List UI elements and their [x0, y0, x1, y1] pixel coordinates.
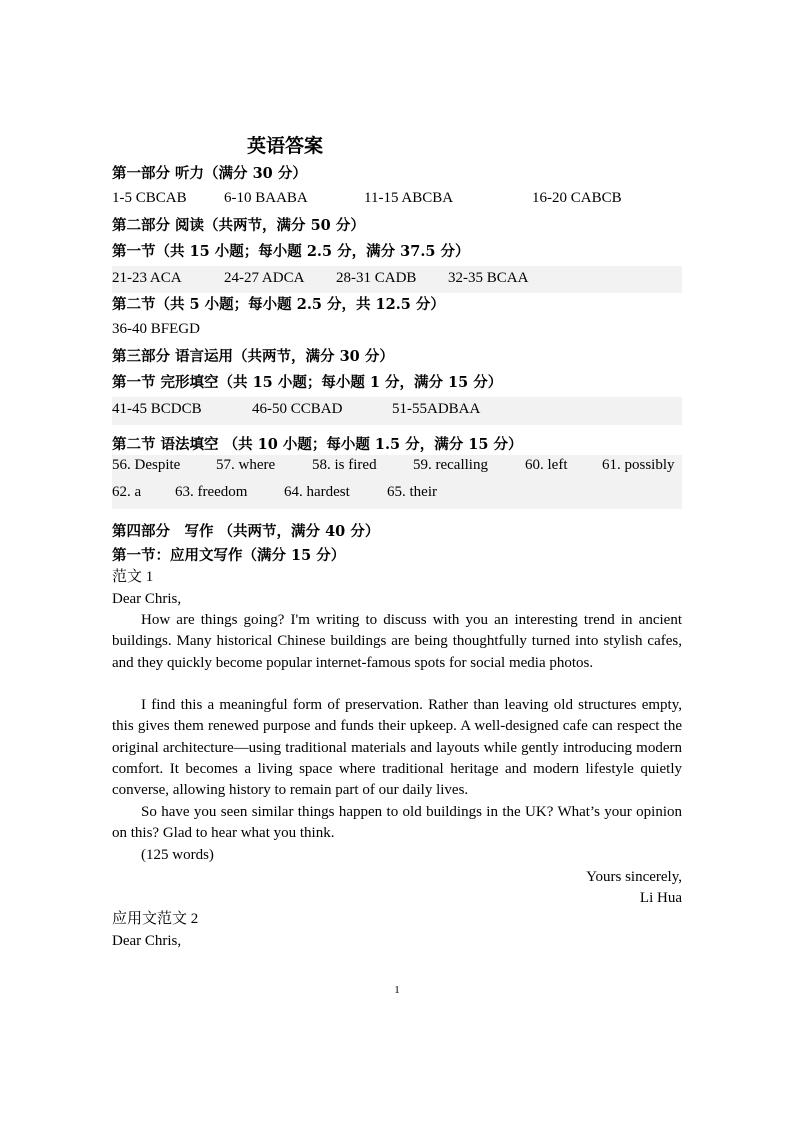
sample2-salutation: Dear Chris, — [112, 933, 182, 949]
answer-group: 51-55ADBAA — [392, 401, 481, 417]
answer-item: 62. a — [112, 484, 142, 500]
sample1-salutation: Dear Chris, — [112, 591, 182, 607]
answer-item: 58. is fired — [312, 457, 377, 473]
page-title: 英语答案 — [246, 135, 323, 157]
part1-heading: 第一部分 听力（满分 30 分） — [112, 165, 307, 182]
answer-group: 6-10 BAABA — [224, 190, 308, 206]
answer-item: 63. freedom — [175, 484, 248, 500]
answer-group: 28-31 CADB — [336, 270, 417, 286]
part3-section1-heading: 第一节 完形填空（共 15 小题；每小题 1 分，满分 15 分） — [112, 374, 503, 391]
answer-group: 16-20 CABCB — [532, 190, 622, 206]
answer-item: 61. possibly — [602, 457, 675, 473]
sample1-label: 范文 1 — [112, 569, 154, 585]
sample1-signature: Li Hua — [639, 890, 682, 906]
part3-heading: 第三部分 语言运用（共两节，满分 30 分） — [112, 348, 394, 365]
grammar-answers-row — [112, 455, 682, 476]
answer-item: 65. their — [387, 484, 437, 500]
grammar-answers-row — [112, 482, 682, 503]
answer-group: 21-23 ACA — [112, 270, 182, 286]
sample1-closing: Yours sincerely, — [586, 869, 682, 885]
part4-section1-heading: 第一节：应用文写作（满分 15 分） — [112, 547, 346, 564]
answer-item: 57. where — [216, 457, 276, 473]
part3-section1-answers-row — [112, 397, 682, 425]
sample2-label: 应用文范文 2 — [112, 911, 199, 927]
answer-item: 64. hardest — [284, 484, 350, 500]
part2-section1-heading: 第一节（共 15 小题；每小题 2.5 分，满分 37.5 分） — [112, 243, 470, 260]
part4-heading: 第四部分 写作 （共两节，满分 40 分） — [112, 523, 380, 540]
part3-section2-heading: 第二节 语法填空 （共 10 小题；每小题 1.5 分，满分 15 分） — [112, 436, 523, 453]
sample1-paragraph-2: I find this a meaningful form of preservation. Rather than leaving old structures empty, this gives them renewed purpose and funds their upkeep. A well-designed cafe can respect the original architecture—using traditional materials and layouts while gently introducing modern comfort. It becomes a living space where traditional heritage and modern lifestyle quietly converse, allowing history to remain part of our daily lives. — [112, 697, 682, 799]
sample1-word-count: (125 words) — [141, 847, 214, 863]
page-number: 1 — [394, 984, 400, 996]
answer-item: 59. recalling — [413, 457, 488, 473]
part2-section2-heading: 第二节（共 5 小题；每小题 2.5 分，共 12.5 分） — [112, 296, 445, 313]
answer-group: 46-50 CCBAD — [252, 401, 343, 417]
answer-group: 24-27 ADCA — [224, 270, 305, 286]
sample1-paragraph-1: How are things going? I'm writing to discuss with you an interesting trend in ancient buildings. Many historical Chinese buildings are being thoughtfully turned into stylish cafes, and they quickly become popular internet-famous spots for social media photos. — [112, 612, 682, 671]
answer-group: 41-45 BCDCB — [112, 401, 202, 417]
part3-section2-answers-block — [112, 455, 682, 509]
answer-group: 36-40 BFEGD — [112, 321, 200, 337]
answer-group: 1-5 CBCAB — [112, 190, 187, 206]
sample1-paragraph-3: So have you seen similar things happen to old buildings in the UK? What’s your opinion on this? Glad to hear what you think. — [112, 804, 682, 842]
answer-item: 56. Despite — [112, 457, 181, 473]
part2-section1-answers-row — [112, 266, 682, 293]
answer-group: 32-35 BCAA — [448, 270, 529, 286]
answer-group: 11-15 ABCBA — [364, 190, 454, 206]
answer-item: 60. left — [525, 457, 568, 473]
part2-heading: 第二部分 阅读（共两节，满分 50 分） — [112, 217, 365, 234]
